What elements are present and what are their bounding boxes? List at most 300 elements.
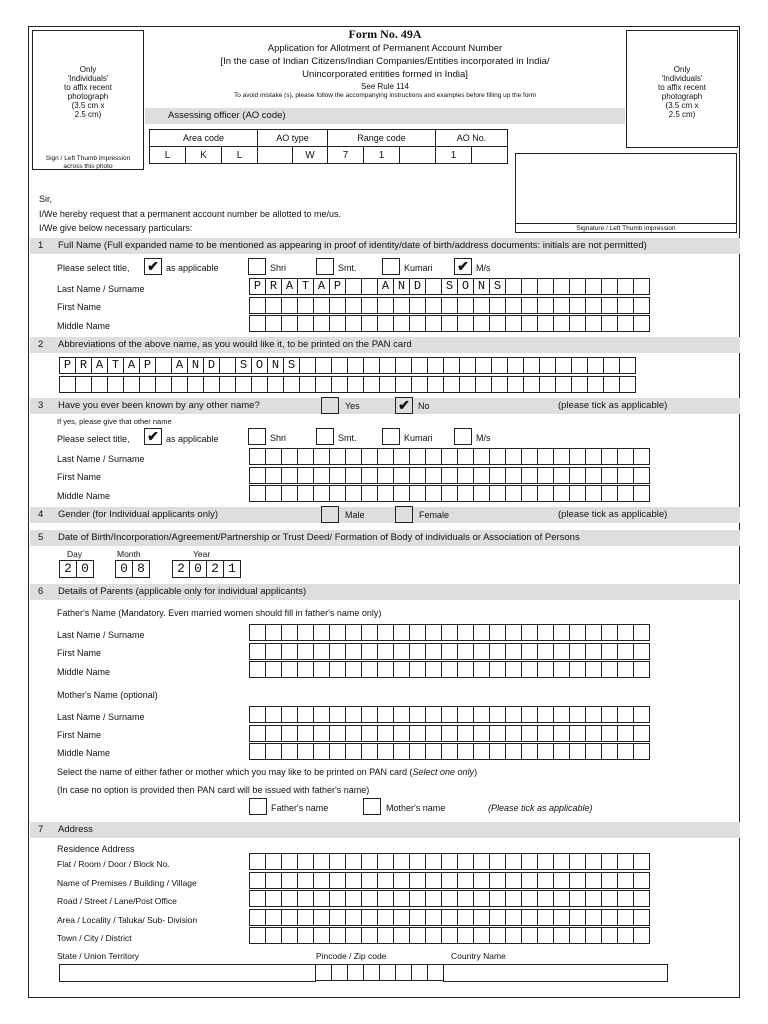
char-cell[interactable] bbox=[345, 743, 362, 760]
char-cell[interactable] bbox=[329, 315, 346, 332]
char-cell[interactable] bbox=[617, 315, 634, 332]
char-cell[interactable] bbox=[377, 872, 394, 889]
char-cell[interactable] bbox=[361, 661, 378, 678]
char-cell[interactable] bbox=[441, 872, 458, 889]
ao-code-cell[interactable] bbox=[472, 147, 508, 164]
char-cell[interactable] bbox=[329, 743, 346, 760]
char-cell[interactable] bbox=[249, 661, 266, 678]
char-cell[interactable] bbox=[569, 624, 586, 641]
char-cell[interactable] bbox=[441, 467, 458, 484]
char-cell[interactable] bbox=[425, 297, 442, 314]
char-cell[interactable] bbox=[345, 927, 362, 944]
char-cell[interactable] bbox=[521, 315, 538, 332]
char-cell[interactable] bbox=[345, 315, 362, 332]
char-cell[interactable] bbox=[457, 661, 474, 678]
char-cell[interactable] bbox=[457, 643, 474, 660]
char-cell[interactable] bbox=[411, 376, 428, 393]
char-cell[interactable] bbox=[553, 853, 570, 870]
char-cell[interactable] bbox=[377, 890, 394, 907]
char-cell[interactable] bbox=[617, 661, 634, 678]
char-cell[interactable] bbox=[457, 853, 474, 870]
char-cell[interactable] bbox=[585, 278, 602, 295]
char-cell[interactable] bbox=[281, 890, 298, 907]
char-cell[interactable] bbox=[521, 725, 538, 742]
char-cell[interactable] bbox=[249, 485, 266, 502]
char-cell[interactable] bbox=[489, 467, 506, 484]
char-cell[interactable] bbox=[361, 278, 378, 295]
char-cell[interactable] bbox=[601, 872, 618, 889]
char-cell[interactable] bbox=[427, 376, 444, 393]
char-cell[interactable] bbox=[265, 725, 282, 742]
char-cell[interactable]: 0 bbox=[76, 560, 94, 578]
char-cell[interactable] bbox=[521, 853, 538, 870]
char-cell[interactable] bbox=[409, 890, 426, 907]
char-cell[interactable] bbox=[315, 964, 332, 981]
char-cell[interactable] bbox=[377, 853, 394, 870]
char-cell[interactable] bbox=[345, 725, 362, 742]
char-cell[interactable] bbox=[377, 743, 394, 760]
ao-code-cell[interactable]: L bbox=[222, 147, 258, 164]
char-cell[interactable] bbox=[409, 661, 426, 678]
char-cell[interactable] bbox=[521, 643, 538, 660]
char-cell[interactable] bbox=[265, 706, 282, 723]
char-cell[interactable] bbox=[569, 278, 586, 295]
char-cell[interactable] bbox=[297, 624, 314, 641]
char-cell[interactable] bbox=[569, 661, 586, 678]
char-cell[interactable] bbox=[553, 297, 570, 314]
char-cell[interactable] bbox=[377, 467, 394, 484]
char-cell[interactable] bbox=[633, 872, 650, 889]
char-cell[interactable] bbox=[281, 743, 298, 760]
char-cell[interactable] bbox=[379, 964, 396, 981]
char-cell[interactable] bbox=[489, 448, 506, 465]
char-cell[interactable] bbox=[585, 725, 602, 742]
char-cell[interactable]: P bbox=[59, 357, 76, 374]
char-cell[interactable] bbox=[571, 376, 588, 393]
char-cell[interactable] bbox=[617, 927, 634, 944]
char-cell[interactable] bbox=[377, 725, 394, 742]
char-cell[interactable] bbox=[425, 743, 442, 760]
char-cell[interactable] bbox=[537, 661, 554, 678]
char-cell[interactable] bbox=[553, 909, 570, 926]
char-cell[interactable] bbox=[617, 643, 634, 660]
char-cell[interactable] bbox=[249, 448, 266, 465]
char-cell[interactable] bbox=[345, 297, 362, 314]
signature-box[interactable] bbox=[515, 153, 737, 233]
char-cell[interactable] bbox=[489, 315, 506, 332]
char-cell[interactable]: R bbox=[265, 278, 282, 295]
char-cell[interactable] bbox=[297, 872, 314, 889]
char-cell[interactable] bbox=[585, 485, 602, 502]
char-cell[interactable] bbox=[249, 624, 266, 641]
char-cell[interactable] bbox=[555, 357, 572, 374]
s4-male-checkbox[interactable] bbox=[321, 506, 339, 523]
char-cell[interactable] bbox=[393, 448, 410, 465]
s3-title-checkbox-ms[interactable] bbox=[454, 428, 472, 445]
char-cell[interactable] bbox=[425, 643, 442, 660]
char-cell[interactable] bbox=[331, 964, 348, 981]
char-cell[interactable] bbox=[489, 890, 506, 907]
char-cell[interactable]: N bbox=[393, 278, 410, 295]
char-cell[interactable] bbox=[539, 376, 556, 393]
char-cell[interactable] bbox=[313, 448, 330, 465]
char-cell[interactable] bbox=[553, 661, 570, 678]
char-cell[interactable] bbox=[473, 725, 490, 742]
s3-middle-name-grid[interactable] bbox=[249, 485, 650, 502]
s7-pincode-grid[interactable] bbox=[315, 964, 444, 981]
char-cell[interactable] bbox=[393, 890, 410, 907]
s4-female-checkbox[interactable] bbox=[395, 506, 413, 523]
s1-last-name-grid[interactable] bbox=[249, 278, 650, 295]
char-cell[interactable] bbox=[425, 706, 442, 723]
char-cell[interactable] bbox=[219, 376, 236, 393]
char-cell[interactable] bbox=[537, 467, 554, 484]
char-cell[interactable] bbox=[473, 872, 490, 889]
char-cell[interactable] bbox=[249, 725, 266, 742]
char-cell[interactable] bbox=[281, 624, 298, 641]
char-cell[interactable]: T bbox=[107, 357, 124, 374]
char-cell[interactable] bbox=[491, 376, 508, 393]
char-cell[interactable] bbox=[489, 743, 506, 760]
char-cell[interactable] bbox=[395, 964, 412, 981]
char-cell[interactable] bbox=[569, 853, 586, 870]
char-cell[interactable] bbox=[249, 927, 266, 944]
s1-first-name-grid[interactable] bbox=[249, 297, 650, 314]
char-cell[interactable] bbox=[633, 853, 650, 870]
char-cell[interactable] bbox=[297, 725, 314, 742]
char-cell[interactable] bbox=[283, 376, 300, 393]
char-cell[interactable] bbox=[537, 643, 554, 660]
char-cell[interactable] bbox=[409, 624, 426, 641]
char-cell[interactable] bbox=[585, 297, 602, 314]
char-cell[interactable] bbox=[329, 890, 346, 907]
char-cell[interactable] bbox=[123, 376, 140, 393]
char-cell[interactable] bbox=[331, 357, 348, 374]
char-cell[interactable] bbox=[521, 467, 538, 484]
char-cell[interactable] bbox=[297, 706, 314, 723]
char-cell[interactable] bbox=[505, 909, 522, 926]
char-cell[interactable] bbox=[425, 278, 442, 295]
char-cell[interactable] bbox=[393, 725, 410, 742]
char-cell[interactable] bbox=[409, 448, 426, 465]
char-cell[interactable] bbox=[377, 624, 394, 641]
char-cell[interactable] bbox=[345, 278, 362, 295]
char-cell[interactable] bbox=[505, 297, 522, 314]
char-cell[interactable] bbox=[329, 624, 346, 641]
char-cell[interactable] bbox=[601, 624, 618, 641]
char-cell[interactable] bbox=[425, 624, 442, 641]
char-cell[interactable] bbox=[537, 706, 554, 723]
char-cell[interactable] bbox=[443, 357, 460, 374]
char-cell[interactable] bbox=[585, 706, 602, 723]
char-cell[interactable] bbox=[521, 624, 538, 641]
char-cell[interactable] bbox=[585, 467, 602, 484]
char-cell[interactable] bbox=[249, 853, 266, 870]
char-cell[interactable] bbox=[411, 357, 428, 374]
char-cell[interactable] bbox=[345, 485, 362, 502]
ao-code-cell[interactable]: 7 bbox=[328, 147, 364, 164]
s7-road-grid[interactable] bbox=[249, 890, 650, 907]
s6-father-middle-grid[interactable] bbox=[249, 661, 650, 678]
char-cell[interactable] bbox=[329, 725, 346, 742]
char-cell[interactable] bbox=[329, 909, 346, 926]
char-cell[interactable] bbox=[409, 743, 426, 760]
char-cell[interactable] bbox=[553, 315, 570, 332]
char-cell[interactable] bbox=[377, 297, 394, 314]
char-cell[interactable] bbox=[489, 624, 506, 641]
dob-month-grid[interactable] bbox=[115, 560, 150, 578]
char-cell[interactable] bbox=[155, 357, 172, 374]
char-cell[interactable] bbox=[507, 357, 524, 374]
char-cell[interactable]: O bbox=[251, 357, 268, 374]
char-cell[interactable] bbox=[345, 706, 362, 723]
char-cell[interactable] bbox=[473, 661, 490, 678]
char-cell[interactable] bbox=[361, 315, 378, 332]
char-cell[interactable] bbox=[601, 278, 618, 295]
char-cell[interactable]: O bbox=[457, 278, 474, 295]
char-cell[interactable]: A bbox=[377, 278, 394, 295]
char-cell[interactable] bbox=[313, 706, 330, 723]
char-cell[interactable]: D bbox=[203, 357, 220, 374]
char-cell[interactable] bbox=[409, 872, 426, 889]
char-cell[interactable] bbox=[379, 357, 396, 374]
char-cell[interactable] bbox=[313, 743, 330, 760]
char-cell[interactable] bbox=[553, 743, 570, 760]
char-cell[interactable] bbox=[329, 643, 346, 660]
char-cell[interactable] bbox=[249, 743, 266, 760]
s3-first-name-grid[interactable] bbox=[249, 467, 650, 484]
char-cell[interactable] bbox=[489, 297, 506, 314]
s1-title-checkbox-shri[interactable] bbox=[248, 258, 266, 275]
char-cell[interactable] bbox=[473, 315, 490, 332]
char-cell[interactable] bbox=[505, 278, 522, 295]
char-cell[interactable] bbox=[361, 485, 378, 502]
char-cell[interactable] bbox=[425, 853, 442, 870]
char-cell[interactable] bbox=[265, 853, 282, 870]
char-cell[interactable] bbox=[297, 743, 314, 760]
char-cell[interactable] bbox=[297, 315, 314, 332]
char-cell[interactable] bbox=[441, 853, 458, 870]
char-cell[interactable] bbox=[409, 927, 426, 944]
char-cell[interactable] bbox=[427, 964, 444, 981]
char-cell[interactable] bbox=[505, 853, 522, 870]
char-cell[interactable] bbox=[249, 643, 266, 660]
char-cell[interactable] bbox=[265, 890, 282, 907]
char-cell[interactable] bbox=[249, 909, 266, 926]
char-cell[interactable] bbox=[297, 467, 314, 484]
char-cell[interactable] bbox=[601, 485, 618, 502]
char-cell[interactable] bbox=[425, 725, 442, 742]
char-cell[interactable] bbox=[473, 743, 490, 760]
char-cell[interactable] bbox=[505, 448, 522, 465]
char-cell[interactable] bbox=[297, 909, 314, 926]
char-cell[interactable] bbox=[345, 890, 362, 907]
char-cell[interactable] bbox=[601, 927, 618, 944]
char-cell[interactable] bbox=[281, 909, 298, 926]
char-cell[interactable] bbox=[537, 872, 554, 889]
char-cell[interactable] bbox=[571, 357, 588, 374]
char-cell[interactable]: S bbox=[489, 278, 506, 295]
char-cell[interactable] bbox=[425, 467, 442, 484]
char-cell[interactable] bbox=[521, 872, 538, 889]
char-cell[interactable] bbox=[457, 315, 474, 332]
char-cell[interactable] bbox=[585, 927, 602, 944]
char-cell[interactable] bbox=[505, 315, 522, 332]
char-cell[interactable] bbox=[505, 706, 522, 723]
s3-title-checkbox-smt[interactable] bbox=[316, 428, 334, 445]
char-cell[interactable] bbox=[409, 706, 426, 723]
char-cell[interactable] bbox=[537, 725, 554, 742]
char-cell[interactable] bbox=[281, 706, 298, 723]
char-cell[interactable] bbox=[489, 927, 506, 944]
char-cell[interactable] bbox=[265, 872, 282, 889]
char-cell[interactable] bbox=[505, 725, 522, 742]
char-cell[interactable] bbox=[553, 927, 570, 944]
char-cell[interactable] bbox=[377, 661, 394, 678]
char-cell[interactable] bbox=[473, 909, 490, 926]
char-cell[interactable] bbox=[281, 927, 298, 944]
char-cell[interactable]: 8 bbox=[132, 560, 150, 578]
char-cell[interactable] bbox=[633, 278, 650, 295]
char-cell[interactable] bbox=[329, 927, 346, 944]
char-cell[interactable] bbox=[329, 661, 346, 678]
char-cell[interactable]: R bbox=[75, 357, 92, 374]
char-cell[interactable] bbox=[585, 853, 602, 870]
char-cell[interactable] bbox=[555, 376, 572, 393]
char-cell[interactable] bbox=[377, 927, 394, 944]
char-cell[interactable] bbox=[313, 890, 330, 907]
char-cell[interactable] bbox=[505, 890, 522, 907]
char-cell[interactable] bbox=[569, 927, 586, 944]
char-cell[interactable]: 2 bbox=[59, 560, 77, 578]
char-cell[interactable] bbox=[363, 357, 380, 374]
dob-day-grid[interactable] bbox=[59, 560, 94, 578]
char-cell[interactable] bbox=[297, 853, 314, 870]
char-cell[interactable] bbox=[409, 643, 426, 660]
char-cell[interactable] bbox=[633, 467, 650, 484]
char-cell[interactable] bbox=[633, 909, 650, 926]
char-cell[interactable] bbox=[617, 743, 634, 760]
char-cell[interactable] bbox=[345, 624, 362, 641]
char-cell[interactable] bbox=[457, 743, 474, 760]
char-cell[interactable] bbox=[633, 725, 650, 742]
char-cell[interactable] bbox=[537, 485, 554, 502]
char-cell[interactable] bbox=[297, 448, 314, 465]
char-cell[interactable] bbox=[505, 927, 522, 944]
char-cell[interactable]: P bbox=[329, 278, 346, 295]
char-cell[interactable] bbox=[297, 643, 314, 660]
char-cell[interactable] bbox=[537, 297, 554, 314]
char-cell[interactable] bbox=[473, 485, 490, 502]
char-cell[interactable] bbox=[633, 927, 650, 944]
char-cell[interactable]: N bbox=[473, 278, 490, 295]
char-cell[interactable] bbox=[265, 467, 282, 484]
char-cell[interactable] bbox=[537, 927, 554, 944]
char-cell[interactable] bbox=[347, 357, 364, 374]
char-cell[interactable] bbox=[377, 448, 394, 465]
char-cell[interactable] bbox=[313, 643, 330, 660]
char-cell[interactable] bbox=[633, 315, 650, 332]
char-cell[interactable] bbox=[553, 467, 570, 484]
ao-code-cell[interactable] bbox=[258, 147, 293, 164]
char-cell[interactable] bbox=[569, 643, 586, 660]
char-cell[interactable] bbox=[249, 467, 266, 484]
s7-state-input[interactable] bbox=[59, 964, 316, 982]
char-cell[interactable] bbox=[473, 643, 490, 660]
char-cell[interactable] bbox=[155, 376, 172, 393]
char-cell[interactable] bbox=[587, 357, 604, 374]
s7-town-grid[interactable] bbox=[249, 927, 650, 944]
char-cell[interactable] bbox=[249, 315, 266, 332]
char-cell[interactable] bbox=[619, 376, 636, 393]
char-cell[interactable] bbox=[203, 376, 220, 393]
char-cell[interactable] bbox=[281, 872, 298, 889]
char-cell[interactable] bbox=[361, 448, 378, 465]
char-cell[interactable] bbox=[361, 872, 378, 889]
char-cell[interactable] bbox=[633, 624, 650, 641]
char-cell[interactable] bbox=[395, 357, 412, 374]
char-cell[interactable] bbox=[523, 357, 540, 374]
char-cell[interactable] bbox=[601, 725, 618, 742]
char-cell[interactable] bbox=[537, 315, 554, 332]
char-cell[interactable] bbox=[601, 448, 618, 465]
char-cell[interactable] bbox=[473, 890, 490, 907]
char-cell[interactable] bbox=[297, 485, 314, 502]
ao-code-cell[interactable]: 1 bbox=[364, 147, 400, 164]
char-cell[interactable] bbox=[473, 624, 490, 641]
char-cell[interactable] bbox=[459, 357, 476, 374]
char-cell[interactable] bbox=[617, 853, 634, 870]
char-cell[interactable] bbox=[585, 890, 602, 907]
char-cell[interactable] bbox=[617, 297, 634, 314]
char-cell[interactable] bbox=[361, 643, 378, 660]
char-cell[interactable] bbox=[329, 467, 346, 484]
char-cell[interactable] bbox=[441, 624, 458, 641]
char-cell[interactable] bbox=[505, 661, 522, 678]
char-cell[interactable] bbox=[315, 357, 332, 374]
char-cell[interactable] bbox=[473, 706, 490, 723]
char-cell[interactable] bbox=[313, 725, 330, 742]
char-cell[interactable] bbox=[361, 890, 378, 907]
char-cell[interactable] bbox=[441, 315, 458, 332]
char-cell[interactable] bbox=[617, 467, 634, 484]
char-cell[interactable] bbox=[473, 927, 490, 944]
char-cell[interactable] bbox=[459, 376, 476, 393]
char-cell[interactable] bbox=[505, 872, 522, 889]
char-cell[interactable] bbox=[59, 376, 76, 393]
char-cell[interactable] bbox=[521, 278, 538, 295]
char-cell[interactable]: A bbox=[281, 278, 298, 295]
char-cell[interactable] bbox=[617, 909, 634, 926]
char-cell[interactable] bbox=[457, 467, 474, 484]
char-cell[interactable] bbox=[617, 872, 634, 889]
char-cell[interactable] bbox=[617, 624, 634, 641]
char-cell[interactable] bbox=[521, 909, 538, 926]
char-cell[interactable] bbox=[617, 706, 634, 723]
s6-mothers-name-checkbox[interactable] bbox=[363, 798, 381, 815]
char-cell[interactable] bbox=[617, 278, 634, 295]
char-cell[interactable] bbox=[345, 448, 362, 465]
char-cell[interactable] bbox=[585, 661, 602, 678]
char-cell[interactable] bbox=[633, 743, 650, 760]
char-cell[interactable] bbox=[601, 890, 618, 907]
char-cell[interactable] bbox=[505, 485, 522, 502]
char-cell[interactable] bbox=[521, 706, 538, 723]
char-cell[interactable] bbox=[633, 706, 650, 723]
char-cell[interactable] bbox=[441, 927, 458, 944]
char-cell[interactable] bbox=[409, 909, 426, 926]
char-cell[interactable] bbox=[393, 643, 410, 660]
